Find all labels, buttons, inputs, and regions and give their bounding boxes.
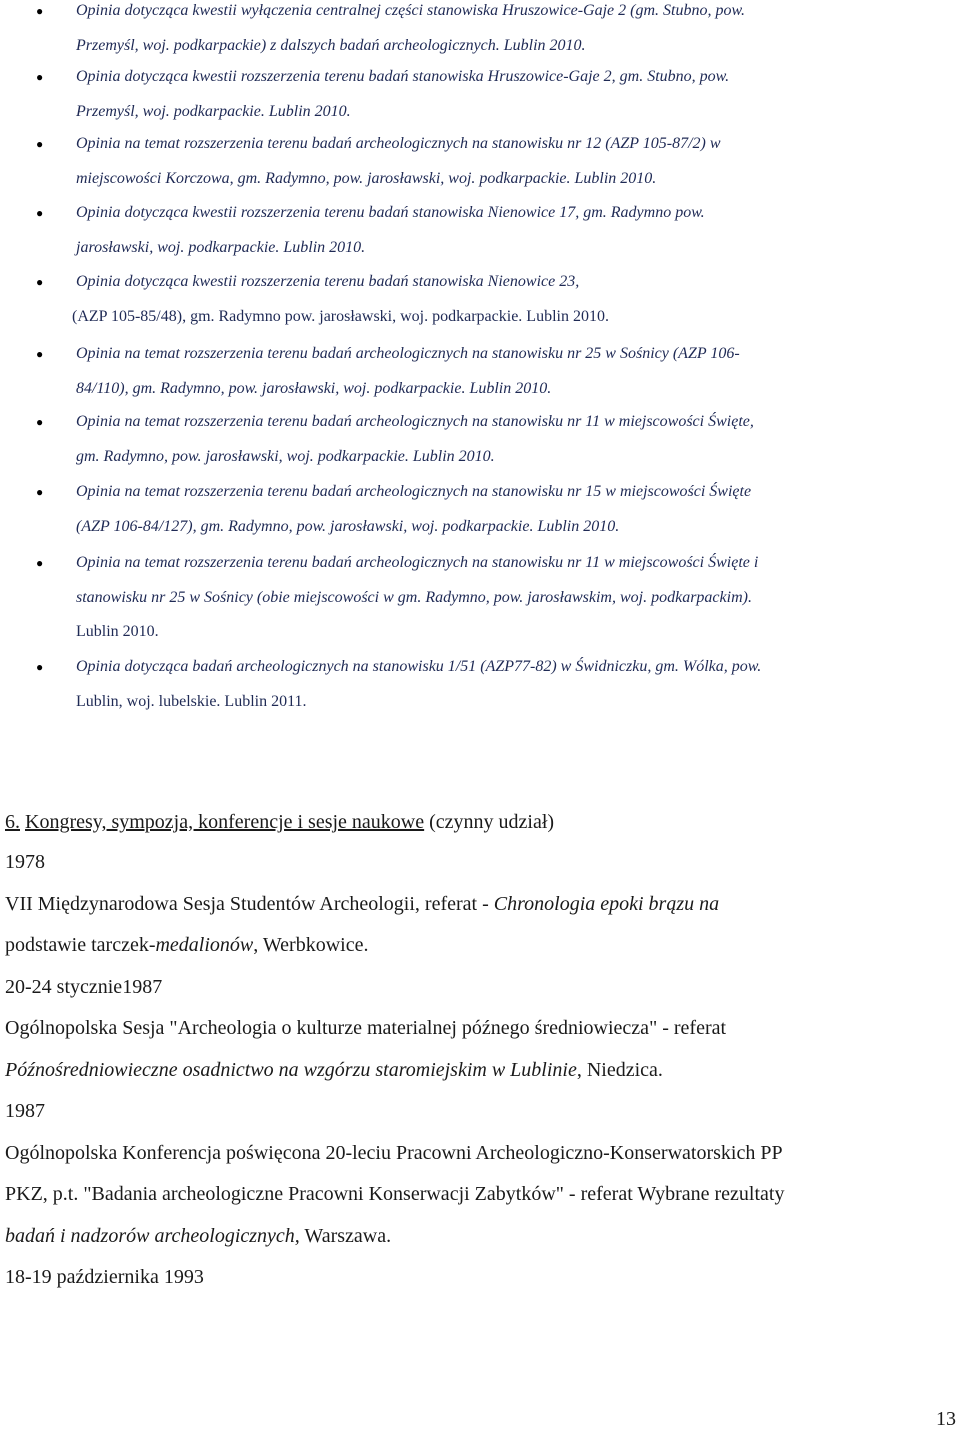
entry-date: 1987 xyxy=(5,1100,45,1122)
bullet-icon: ● xyxy=(36,556,44,570)
list-item-line: Opinia na temat rozszerzenia terenu badań archeologicznych na stanowisku nr 25 w Sośnicy (AZP 106- xyxy=(76,345,740,362)
section-title-suffix: (czynny udział) xyxy=(429,811,555,833)
entry-date: 20-24 stycznie1987 xyxy=(5,975,163,998)
bullet-icon: ● xyxy=(36,347,44,361)
bullet-icon: ● xyxy=(36,4,44,18)
list-item-line: Przemyśl, woj. podkarpackie) z dalszych badań archeologicznych. Lublin 2010. xyxy=(76,36,586,54)
list-item-line: Przemyśl, woj. podkarpackie. Lublin 2010. xyxy=(76,102,351,120)
list-item-line: gm. Radymno, pow. jarosławski, woj. podkarpackie. Lublin 2010. xyxy=(76,447,495,465)
entry-line xyxy=(5,1050,945,1092)
list-item xyxy=(36,650,946,719)
entry-line xyxy=(5,1216,945,1258)
list-item-line: Opinia dotycząca kwestii rozszerzenia terenu badań stanowiska Hruszowice-Gaje 2, gm. Stubno, pow. xyxy=(76,68,730,85)
list-item-line: Opinia dotycząca badań archeologicznych na stanowisku 1/51 (AZP77-82) w Świdniczku, gm. Wólka, pow. xyxy=(76,658,762,675)
list-item-line: Lublin, woj. lubelskie. Lublin 2011. xyxy=(76,692,307,710)
list-item-line: (AZP 105-85/48), gm. Radymno pow. jarosławski, woj. podkarpackie. Lublin 2010. xyxy=(72,307,609,325)
bullet-icon: ● xyxy=(36,415,44,429)
list-item-line: Opinia na temat rozszerzenia terenu badań archeologicznych na stanowisku nr 15 w miejscowości Święte xyxy=(76,483,752,500)
list-item-line: Lublin 2010. xyxy=(76,623,159,640)
entry-line xyxy=(5,884,945,926)
entry-title-italic: badań i nadzorów archeologicznych, xyxy=(5,1224,300,1247)
bullet-icon: ● xyxy=(36,206,44,220)
list-item-line: Opinia na temat rozszerzenia terenu badań archeologicznych na stanowisku nr 12 (AZP 105-87/2) w xyxy=(76,135,721,152)
entry-text: PKZ, p.t. "Badania archeologiczne Pracowni Konserwacji Zabytków" - referat Wybrane rezultaty xyxy=(5,1183,785,1205)
section-title: Kongresy, sympozja, konferencje i sesje naukowe xyxy=(25,811,425,833)
list-item xyxy=(36,405,946,474)
entry-title-italic: medalionów xyxy=(155,934,254,956)
list-item-line: Opinia na temat rozszerzenia terenu badań archeologicznych na stanowisku nr 11 w miejscowości Święte, xyxy=(76,413,754,430)
entry-title-italic: Chronologia epoki brązu na xyxy=(493,892,720,915)
entry-title-italic: Późnośredniowieczne osadnictwo na wzgórzu staromiejskim w Lublinie xyxy=(5,1058,577,1081)
list-item xyxy=(36,337,946,406)
entry-text: , Werbkowice. xyxy=(253,934,369,956)
entry-line xyxy=(5,1008,945,1050)
list-item xyxy=(36,127,946,196)
entry-text: Warszawa. xyxy=(299,1224,392,1247)
section-heading xyxy=(5,804,554,840)
conference-entry xyxy=(5,842,945,1299)
list-item xyxy=(36,265,946,334)
list-item-line: jarosławski, woj. podkarpackie. Lublin 2010. xyxy=(76,238,366,256)
entry-line xyxy=(5,1133,945,1175)
list-item-line: Opinia dotycząca kwestii rozszerzenia terenu badań stanowiska Nienowice 17, gm. Radymno pow. xyxy=(76,204,705,221)
entry-line xyxy=(5,1174,945,1216)
list-item xyxy=(36,196,946,265)
page-number: 13 xyxy=(936,1408,956,1430)
entry-date: 1978 xyxy=(5,851,45,873)
entry-text: , Niedzica. xyxy=(576,1058,663,1081)
section-number: 6. xyxy=(5,811,20,833)
bullet-icon: ● xyxy=(36,660,44,674)
bullet-icon: ● xyxy=(36,70,44,84)
bullet-icon: ● xyxy=(36,275,44,289)
entry-text: VII Międzynarodowa Sesja Studentów Archeologii, referat - xyxy=(5,892,494,915)
entry-line xyxy=(5,925,945,967)
list-item-line: Opinia na temat rozszerzenia terenu badań archeologicznych na stanowisku nr 11 w miejscowości Święte i xyxy=(76,554,759,571)
list-item-line: stanowisku nr 25 w Sośnicy (obie miejscowości w gm. Radymno, pow. jarosławskim, woj. podkarpackim). xyxy=(76,588,752,606)
list-item xyxy=(36,546,946,650)
list-item-line: Opinia dotycząca kwestii wyłączenia centralnej części stanowiska Hruszowice-Gaje 2 (gm. Stubno, pow. xyxy=(76,2,745,19)
list-item-line: (AZP 106-84/127), gm. Radymno, pow. jarosławski, woj. podkarpackie. Lublin 2010. xyxy=(76,517,620,535)
list-item xyxy=(36,475,946,544)
list-item-line: miejscowości Korczowa, gm. Radymno, pow. jarosławski, woj. podkarpackie. Lublin 2010. xyxy=(76,169,657,187)
bullet-icon: ● xyxy=(36,137,44,151)
entry-text: Ogólnopolska Konferencja poświęcona 20-leciu Pracowni Archeologiczno-Konserwatorskich PP xyxy=(5,1141,783,1164)
list-item xyxy=(36,60,946,129)
bullet-icon: ● xyxy=(36,485,44,499)
entry-text: podstawie tarczek- xyxy=(5,934,156,956)
entry-text: Ogólnopolska Sesja "Archeologia o kulturze materialnej późnego średniowiecza" - referat xyxy=(5,1017,727,1039)
list-item-line: Opinia dotycząca kwestii rozszerzenia terenu badań stanowiska Nienowice 23, xyxy=(76,273,580,290)
list-item xyxy=(36,0,946,63)
entry-date: 18-19 października 1993 xyxy=(5,1266,204,1288)
list-item-line: 84/110), gm. Radymno, pow. jarosławski, woj. podkarpackie. Lublin 2010. xyxy=(76,379,552,397)
